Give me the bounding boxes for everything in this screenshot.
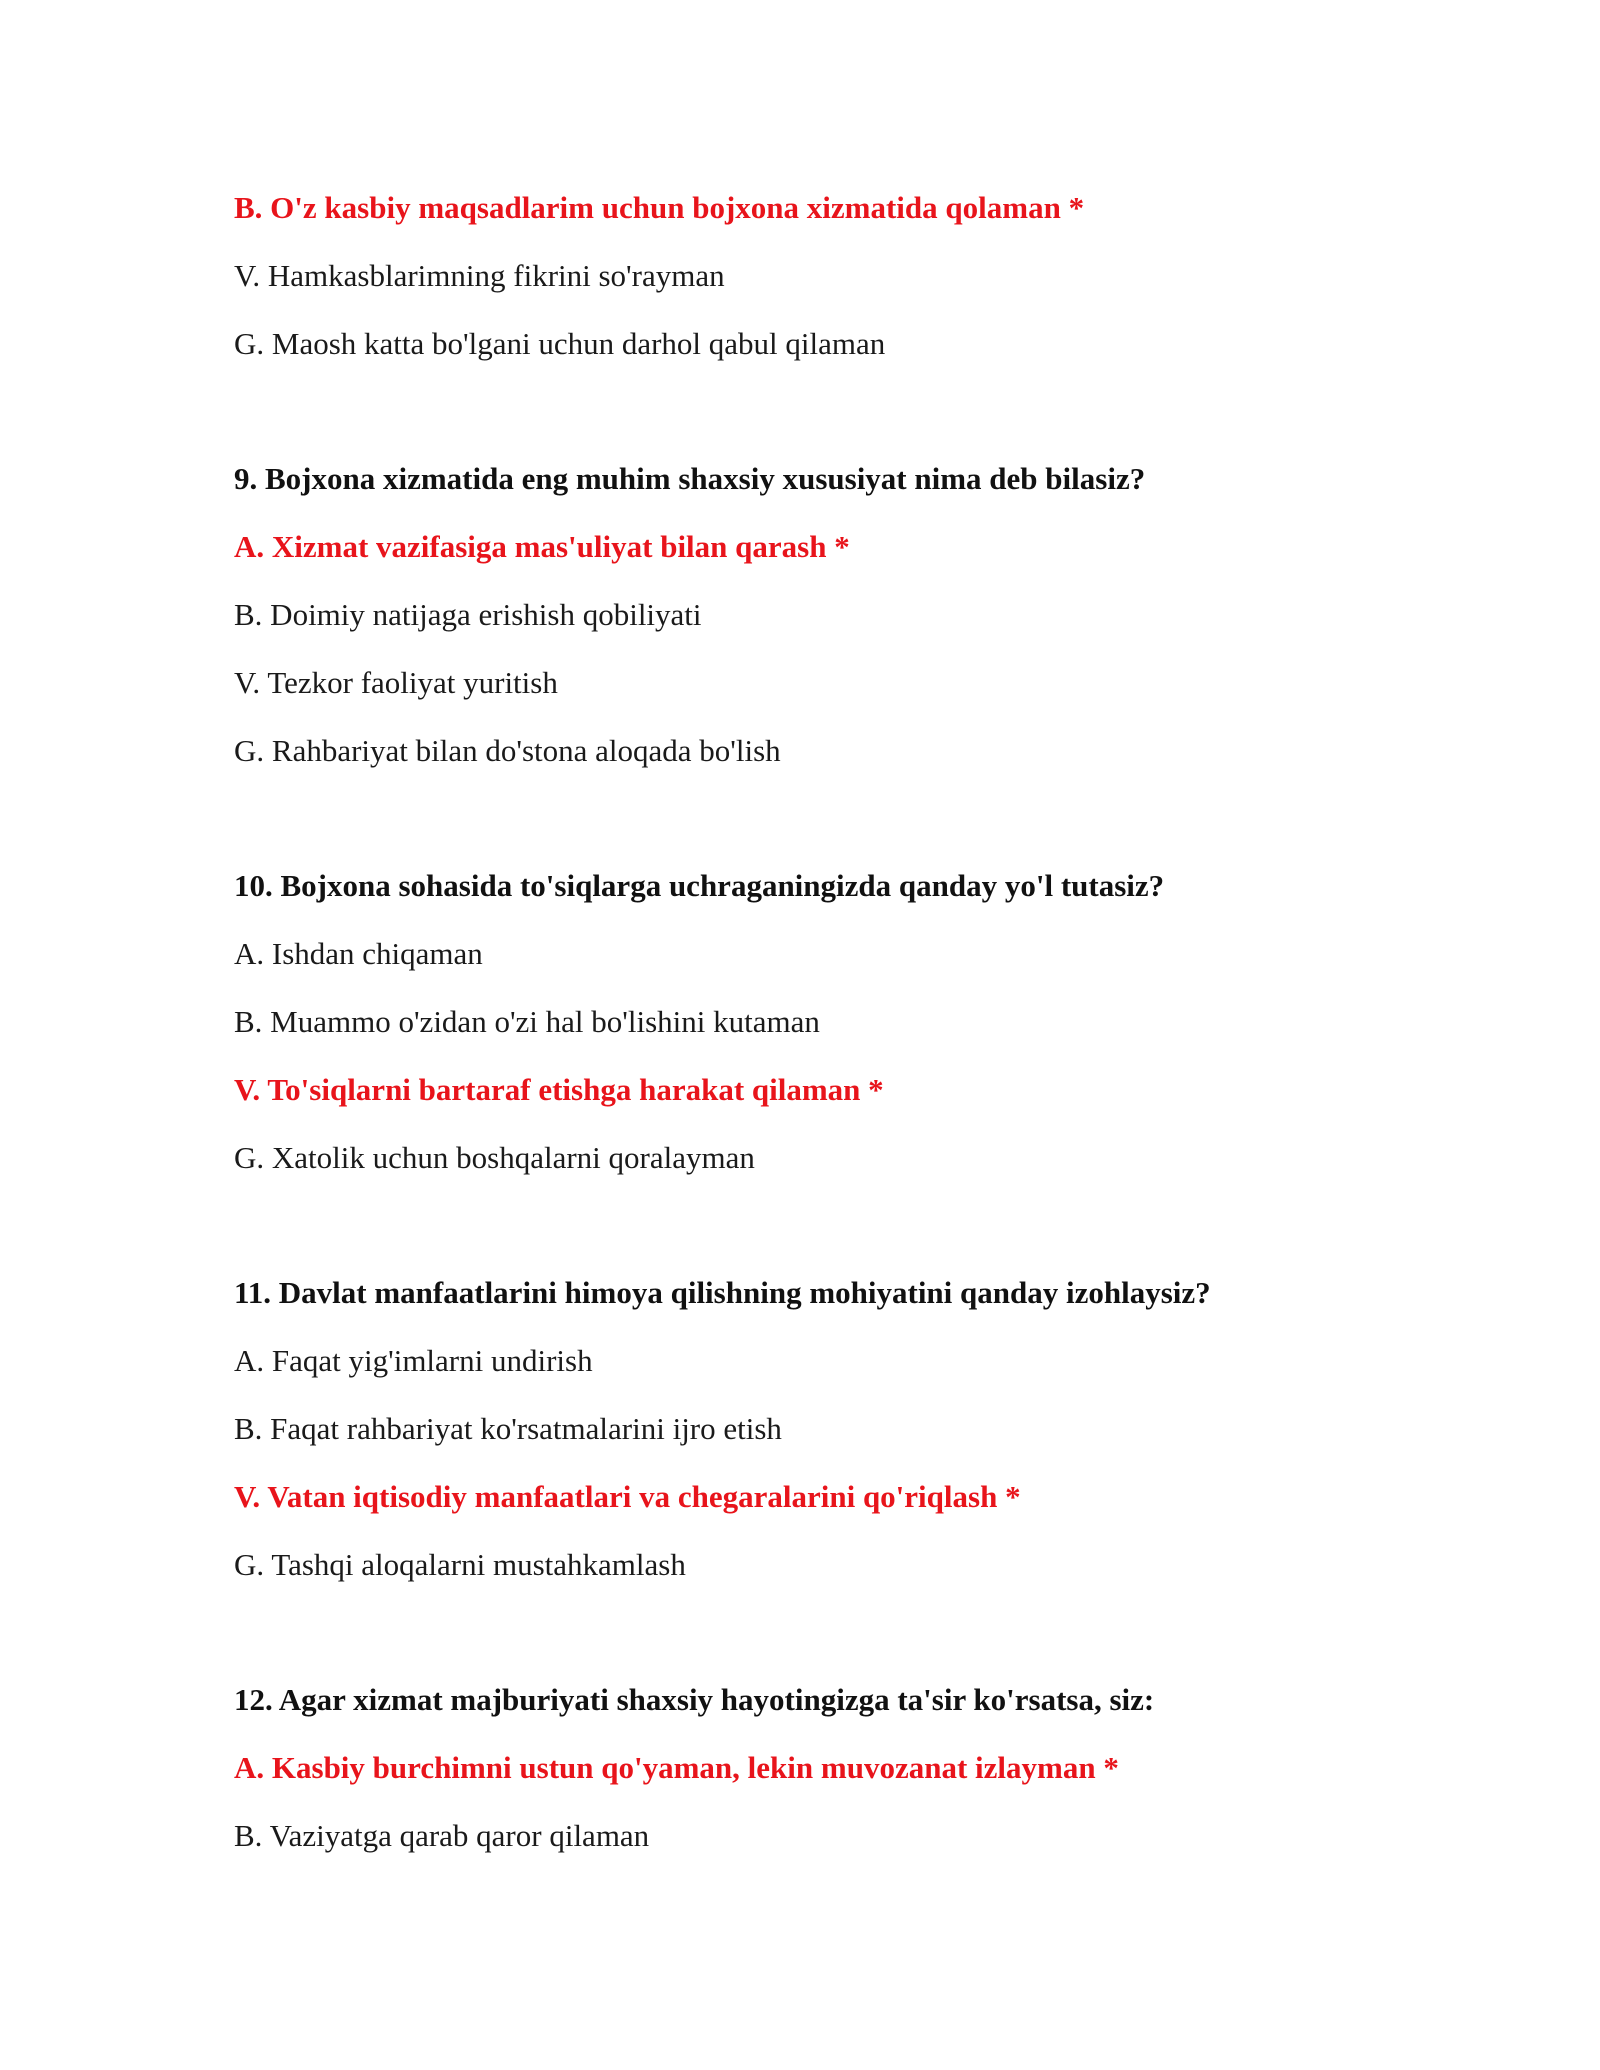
- question-block: [234, 1678, 1434, 1858]
- answer-option: B. Faqat rahbariyat ko'rsatmalarini ijro etish: [234, 1411, 782, 1446]
- answer-option: B. Vaziyatga qarab qaror qilaman: [234, 1818, 650, 1853]
- quiz-content: [234, 186, 1434, 1882]
- answer-option: V. Hamkasblarimning fikrini so'rayman: [234, 258, 725, 293]
- question-block: [234, 186, 1434, 366]
- question-text: 12. Agar xizmat majburiyati shaxsiy hayotingizga ta'sir ko'rsatsa, siz:: [234, 1682, 1155, 1717]
- question-block: [234, 457, 1434, 773]
- answer-option: B. Muammo o'zidan o'zi hal bo'lishini kutaman: [234, 1004, 820, 1039]
- answer-option: B. Doimiy natijaga erishish qobiliyati: [234, 597, 702, 632]
- question-text: 11. Davlat manfaatlarini himoya qilishning mohiyatini qanday izohlaysiz?: [234, 1275, 1211, 1310]
- answer-option: G. Maosh katta bo'lgani uchun darhol qabul qilaman: [234, 326, 886, 361]
- answer-option: G. Rahbariyat bilan do'stona aloqada bo'lish: [234, 733, 781, 768]
- question-text: 10. Bojxona sohasida to'siqlarga uchraganingizda qanday yo'l tutasiz?: [234, 868, 1165, 903]
- block-spacer: [234, 390, 1434, 457]
- answer-option-correct: B. O'z kasbiy maqsadlarim uchun bojxona xizmatida qolaman *: [234, 190, 1085, 225]
- answer-option-correct: V. To'siqlarni bartaraf etishga harakat qilaman *: [234, 1072, 884, 1107]
- block-spacer: [234, 1611, 1434, 1678]
- answer-option: G. Xatolik uchun boshqalarni qoralayman: [234, 1140, 755, 1175]
- answer-option: A. Faqat yig'imlarni undirish: [234, 1343, 593, 1378]
- answer-option: A. Ishdan chiqaman: [234, 936, 483, 971]
- question-block: [234, 1271, 1434, 1587]
- block-spacer: [234, 1204, 1434, 1271]
- question-text: 9. Bojxona xizmatida eng muhim shaxsiy xususiyat nima deb bilasiz?: [234, 461, 1146, 496]
- answer-option-correct: V. Vatan iqtisodiy manfaatlari va chegaralarini qo'riqlash *: [234, 1479, 1021, 1514]
- answer-option: G. Tashqi aloqalarni mustahkamlash: [234, 1547, 686, 1582]
- block-spacer: [234, 797, 1434, 864]
- answer-option: V. Tezkor faoliyat yuritish: [234, 665, 558, 700]
- question-block: [234, 864, 1434, 1180]
- answer-option-correct: A. Xizmat vazifasiga mas'uliyat bilan qarash *: [234, 529, 850, 564]
- answer-option-correct: A. Kasbiy burchimni ustun qo'yaman, lekin muvozanat izlayman *: [234, 1750, 1119, 1785]
